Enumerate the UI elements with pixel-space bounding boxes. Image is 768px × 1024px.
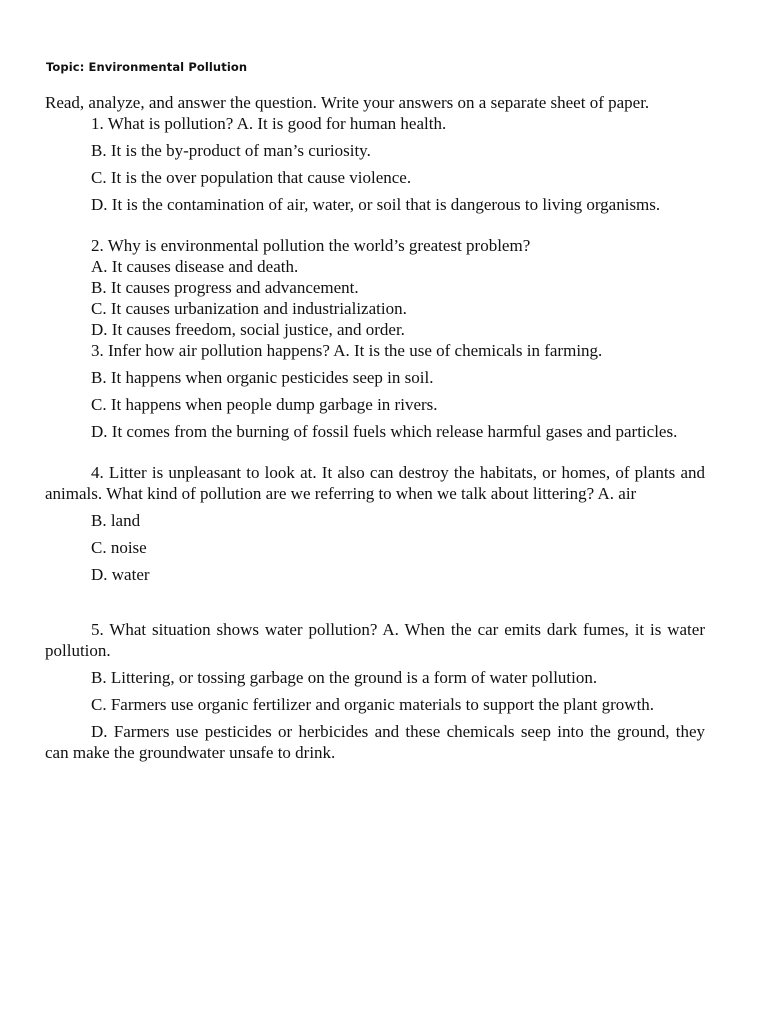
question-3-option-c: C. It happens when people dump garbage in rivers. [91,395,438,414]
question-3-stem: 3. Infer how air pollution happens? A. It is the use of chemicals in farming. [91,341,603,360]
question-1-option-d: D. It is the contamination of air, water, or soil that is dangerous to living organisms. [91,195,661,214]
question-4-option-d: D. water [91,565,150,584]
question-2-option-d: D. It causes freedom, social justice, and order. [91,320,405,339]
question-1-option-c: C. It is the over population that cause violence. [91,168,412,187]
question-5-stem: 5. What situation shows water pollution? A. When the car emits dark fumes, it is water pollution. [45,620,705,660]
question-4-option-c: C. noise [91,538,147,557]
question-5-option-d: D. Farmers use pesticides or herbicides and these chemicals seep into the ground, they can make the groundwater unsafe to drink. [45,722,705,762]
worksheet-body [45,92,705,763]
instructions: Read, analyze, and answer the question. Write your answers on a separate sheet of paper. [45,93,650,112]
question-2-stem: 2. Why is environmental pollution the world’s greatest problem? [91,236,531,255]
question-1-stem: 1. What is pollution? A. It is good for human health. [91,114,447,133]
question-1-option-b: B. It is the by-product of man’s curiosity. [91,141,371,160]
topic-heading: Topic: Environmental Pollution [46,60,248,74]
question-5-option-c: C. Farmers use organic fertilizer and organic materials to support the plant growth. [91,695,655,714]
question-3-option-b: B. It happens when organic pesticides seep in soil. [91,368,434,387]
question-2-option-a: A. It causes disease and death. [91,257,299,276]
question-5-option-b: B. Littering, or tossing garbage on the ground is a form of water pollution. [91,668,598,687]
question-2-option-c: C. It causes urbanization and industrialization. [91,299,407,318]
question-3-option-d: D. It comes from the burning of fossil fuels which release harmful gases and particles. [91,422,678,441]
question-2-option-b: B. It causes progress and advancement. [91,278,359,297]
question-4-stem: 4. Litter is unpleasant to look at. It also can destroy the habitats, or homes, of plants and animals. What kind of pollution are we referring to when we talk about littering? A. air [45,463,705,503]
question-4-option-b: B. land [91,511,141,530]
